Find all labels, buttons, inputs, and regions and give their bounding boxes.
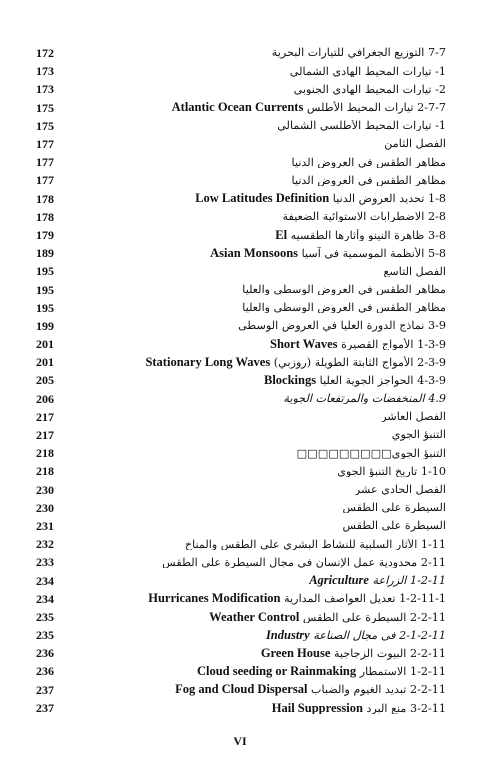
toc-entry bbox=[36, 208, 446, 226]
entry-title bbox=[70, 557, 446, 568]
page-number: 234 bbox=[36, 591, 54, 606]
toc-entry bbox=[36, 226, 446, 244]
toc-entry bbox=[36, 117, 446, 135]
entry-title bbox=[70, 520, 446, 531]
arabic-title: 1- تيارات المحيط الأطلسي الشمالي bbox=[277, 120, 446, 132]
page-number: 236 bbox=[36, 664, 54, 679]
arabic-title: مظاهر الطقس في العروض الدنيا bbox=[291, 174, 446, 186]
entry-title bbox=[70, 448, 446, 459]
arabic-title: الفصل التاسع bbox=[383, 265, 446, 277]
toc-entry bbox=[36, 481, 446, 499]
page-number: 172 bbox=[36, 46, 54, 61]
arabic-title: مظاهر الطقس في العروض الوسطى والعليا bbox=[242, 302, 446, 314]
page-number: 237 bbox=[36, 700, 54, 715]
arabic-title: 2-1-2-11 في مجال الصناعة bbox=[313, 628, 446, 642]
page-number: 217 bbox=[36, 409, 54, 424]
page-number: 179 bbox=[36, 227, 54, 242]
arabic-title: الفصل الثامن bbox=[384, 138, 446, 150]
toc-entry bbox=[36, 426, 446, 444]
arabic-title: 3-8 ظاهرة النينو وأثارها الطقسيه bbox=[290, 228, 446, 242]
page-number: 234 bbox=[36, 573, 54, 588]
toc-entry bbox=[36, 662, 446, 680]
toc-entry bbox=[36, 317, 446, 335]
arabic-title: 7-7 التوزيع الجغرافي للتيارات البحرية bbox=[271, 47, 446, 59]
page-number-footer: VI bbox=[233, 734, 247, 748]
page-number: 230 bbox=[36, 482, 54, 497]
arabic-title: 2-2-11 السيطرة على الطقس bbox=[302, 610, 446, 624]
entry-title bbox=[70, 502, 446, 513]
arabic-title: 4-3-9 الحواجز الجوية العليا bbox=[319, 374, 446, 387]
arabic-title: 1-2-11-1 تعديل العواصف المدارية bbox=[284, 592, 446, 605]
entry-title bbox=[70, 683, 446, 696]
page-number: 205 bbox=[36, 373, 54, 388]
toc-entry bbox=[36, 553, 446, 571]
entry-title bbox=[70, 266, 446, 277]
arabic-title: 1-3-9 الأمواج القصيرة bbox=[341, 337, 446, 351]
arabic-title: 5-8 الأنظمة الموسمية في آسيا bbox=[301, 246, 446, 260]
page-number: 201 bbox=[36, 337, 54, 352]
page-number: 232 bbox=[36, 537, 54, 552]
page-number: 178 bbox=[36, 209, 54, 224]
toc-entry bbox=[36, 626, 446, 644]
toc-entry bbox=[36, 444, 446, 462]
toc-entry bbox=[36, 244, 446, 262]
entry-title bbox=[70, 611, 446, 624]
entry-title bbox=[70, 138, 446, 149]
toc-entry bbox=[36, 590, 446, 608]
page-number: 195 bbox=[36, 300, 54, 315]
page-number: 235 bbox=[36, 628, 54, 643]
entry-title bbox=[70, 320, 446, 331]
page-number: 230 bbox=[36, 500, 54, 515]
page-number: 177 bbox=[36, 155, 54, 170]
arabic-title: التنبؤ الجوي□□□□□□□□□ bbox=[296, 447, 446, 459]
toc-entry bbox=[36, 462, 446, 480]
entry-title bbox=[70, 247, 446, 260]
toc-entry bbox=[36, 699, 446, 717]
page-number: 173 bbox=[36, 82, 54, 97]
entry-title bbox=[70, 47, 446, 58]
page-number: 175 bbox=[36, 100, 54, 115]
entry-title bbox=[70, 592, 446, 605]
english-term: Green House bbox=[260, 647, 331, 660]
arabic-title: 1-8 تحديد العروض الدنيا bbox=[332, 192, 446, 205]
english-term: Fog and Cloud Dispersal bbox=[175, 683, 308, 696]
english-term: Short Waves bbox=[270, 337, 338, 351]
entry-title bbox=[70, 101, 446, 114]
toc-entry bbox=[36, 517, 446, 535]
toc-entry bbox=[36, 408, 446, 426]
english-term: Agriculture bbox=[309, 574, 369, 587]
entry-title bbox=[70, 574, 446, 587]
arabic-title: 2-11 محدودية عمل الإنسان في مجال السيطرة على الطقس bbox=[162, 556, 446, 568]
toc-entry bbox=[36, 335, 446, 353]
entry-title bbox=[70, 393, 446, 404]
arabic-title: 2-7-7 تيارات المحيط الأطلس bbox=[306, 101, 446, 114]
toc-entry bbox=[36, 190, 446, 208]
english-term: Hail Suppression bbox=[271, 701, 363, 715]
english-term: Cloud seeding or Rainmaking bbox=[196, 665, 357, 678]
arabic-title: 1- تيارات المحيط الهادي الشمالي bbox=[289, 65, 446, 77]
entry-title bbox=[70, 629, 446, 642]
arabic-title: مظاهر الطقس في العروض الدنيا bbox=[291, 156, 446, 168]
page-number: 206 bbox=[36, 391, 54, 406]
page-number: 199 bbox=[36, 318, 54, 333]
entry-title bbox=[70, 702, 446, 715]
toc-entry bbox=[36, 80, 446, 98]
page-number: 178 bbox=[36, 191, 54, 206]
arabic-title: 1-2-11 الزراعة bbox=[372, 574, 446, 587]
page-number: 177 bbox=[36, 173, 54, 188]
english-term: Industry bbox=[265, 628, 310, 642]
page-number: 218 bbox=[36, 446, 54, 461]
toc-entry bbox=[36, 499, 446, 517]
entry-title bbox=[70, 539, 446, 550]
arabic-title: 1-11 الأثار السلبية للنشاط البشري على الطقس والمناخ bbox=[184, 538, 446, 550]
entry-title bbox=[70, 84, 446, 95]
entry-title bbox=[70, 211, 446, 222]
toc-entry bbox=[36, 262, 446, 280]
entry-title bbox=[70, 284, 446, 295]
page-number: 236 bbox=[36, 646, 54, 661]
toc-entry bbox=[36, 62, 446, 80]
page-number: 189 bbox=[36, 246, 54, 261]
entry-title bbox=[70, 192, 446, 205]
arabic-title: 2-2-11 تبديد الغيوم والضباب bbox=[311, 683, 446, 696]
entry-title bbox=[70, 411, 446, 422]
entry-title bbox=[70, 229, 446, 242]
entry-title bbox=[70, 302, 446, 313]
page-number: 233 bbox=[36, 555, 54, 570]
entry-title bbox=[70, 157, 446, 168]
toc-entry bbox=[36, 299, 446, 317]
toc-entry bbox=[36, 535, 446, 553]
entry-title bbox=[70, 120, 446, 131]
arabic-title: التنبؤ الجوي bbox=[391, 429, 446, 441]
arabic-title: 2-3-9 الأمواج الثابتة الطويلة (روزبي) bbox=[273, 356, 446, 369]
english-term: Weather Control bbox=[209, 610, 300, 624]
page-number: 173 bbox=[36, 64, 54, 79]
arabic-title: 1-2-11 الاستمطار bbox=[359, 665, 446, 678]
entry-title bbox=[70, 647, 446, 660]
entry-title bbox=[70, 665, 446, 678]
entry-title bbox=[70, 466, 446, 477]
toc-entry bbox=[36, 371, 446, 389]
table-of-contents bbox=[36, 44, 446, 717]
entry-title bbox=[70, 429, 446, 440]
toc-entry bbox=[36, 353, 446, 371]
english-term: El bbox=[275, 228, 288, 242]
arabic-title: 3-2-11 منع البرد bbox=[366, 701, 446, 715]
english-term: Asian Monsoons bbox=[210, 246, 299, 260]
page-number: 195 bbox=[36, 282, 54, 297]
arabic-title: السيطرة على الطقس bbox=[342, 502, 446, 514]
toc-entry bbox=[36, 644, 446, 662]
entry-title bbox=[70, 374, 446, 387]
english-term: Stationary Long Waves bbox=[145, 356, 271, 369]
arabic-title: 1-10 تاريخ التنبؤ الجوي bbox=[337, 465, 446, 477]
toc-entry bbox=[36, 135, 446, 153]
arabic-title: مظاهر الطقس في العروض الوسطى والعليا bbox=[242, 283, 446, 296]
toc-entry bbox=[36, 44, 446, 62]
page-number: 218 bbox=[36, 464, 54, 479]
arabic-title: 3-9 نماذج الدورة العليا في العروض الوسطى bbox=[238, 320, 446, 332]
page-number: 217 bbox=[36, 428, 54, 443]
page-number: 177 bbox=[36, 137, 54, 152]
entry-title bbox=[70, 484, 446, 495]
page-number: 235 bbox=[36, 609, 54, 624]
page-number: 195 bbox=[36, 264, 54, 279]
entry-title bbox=[70, 175, 446, 186]
entry-title bbox=[70, 356, 446, 369]
page-number: 237 bbox=[36, 682, 54, 697]
english-term: Hurricanes Modification bbox=[148, 592, 281, 605]
toc-entry bbox=[36, 681, 446, 699]
arabic-title: الفصل العاشر bbox=[381, 411, 446, 423]
arabic-title: 4.9 المنخفضات والمرتفعات الجوية bbox=[283, 393, 446, 405]
toc-entry bbox=[36, 171, 446, 189]
english-term: Atlantic Ocean Currents bbox=[171, 101, 304, 114]
toc-entry bbox=[36, 571, 446, 589]
toc-entry bbox=[36, 99, 446, 117]
arabic-title: 2-8 الاضطرابات الاستوائية الضعيفة bbox=[282, 211, 446, 223]
page-number: 231 bbox=[36, 518, 54, 533]
page-number: 175 bbox=[36, 118, 54, 133]
entry-title bbox=[70, 338, 446, 351]
arabic-title: الفصل الحادي عشر bbox=[354, 483, 446, 496]
toc-entry bbox=[36, 390, 446, 408]
toc-entry bbox=[36, 153, 446, 171]
english-term: Blockings bbox=[263, 374, 317, 387]
entry-title bbox=[70, 66, 446, 77]
arabic-title: 2-2-11 البيوت الزجاجية bbox=[333, 647, 446, 660]
arabic-title: 2- تيارات المحيط الهادي الجنوبي bbox=[293, 83, 446, 96]
arabic-title: السيطرة على الطقس bbox=[342, 520, 446, 532]
toc-entry bbox=[36, 608, 446, 626]
toc-entry bbox=[36, 280, 446, 298]
english-term: Low Latitudes Definition bbox=[195, 192, 330, 205]
page-number: 201 bbox=[36, 355, 54, 370]
